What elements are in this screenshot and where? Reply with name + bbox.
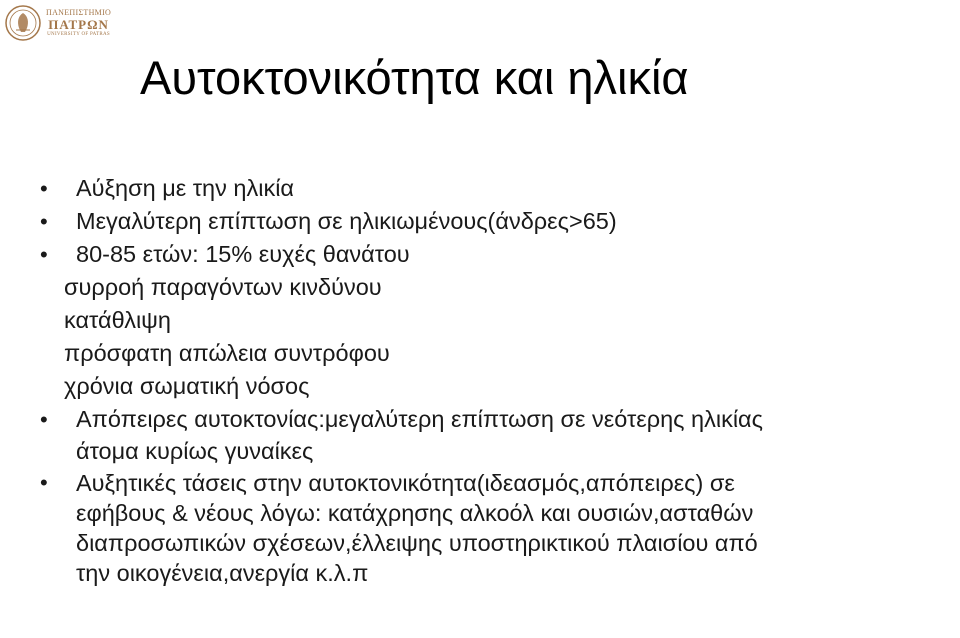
bullet-continuation: την οικογένεια,ανεργία κ.λ.π — [76, 560, 369, 586]
sub-item: χρόνια σωματική νόσος — [64, 373, 310, 399]
slide-body — [40, 172, 955, 588]
bullet-continuation: εφήβους & νέους λόγω: κατάχρησης αλκοόλ και ουσιών,ασταθών — [76, 500, 754, 526]
university-seal-icon — [4, 4, 42, 42]
bullet-continuation: άτομα κυρίως γυναίκες — [76, 438, 314, 464]
logo-line-2: ΠΑΤΡΩΝ — [48, 17, 109, 32]
slide-title: Αυτοκτονικότητα και ηλικία — [140, 51, 689, 104]
bullet-item: • Μεγαλύτερη επίπτωση σε ηλικιωμένους(άνδρες>65) — [40, 205, 955, 238]
sub-item: συρροή παραγόντων κινδύνου — [64, 274, 382, 300]
logo-line-3: UNIVERSITY OF PATRAS — [47, 32, 110, 37]
bullet-continuation: διαπροσωπικών σχέσεων,έλλειψης υποστηρικτικού πλαισίου από — [76, 530, 758, 556]
bullet-item: • 80-85 ετών: 15% ευχές θανάτου — [40, 238, 955, 271]
bullet-item: • Αυξητικές τάσεις στην αυτοκτονικότητα(ιδεασμός,απόπειρες) σε — [40, 468, 955, 498]
logo-line-1: ΠΑΝΕΠΙΣΤΗΜΙΟ — [46, 8, 112, 17]
sub-item: κατάθλιψη — [64, 307, 172, 333]
sub-item: πρόσφατη απώλεια συντρόφου — [64, 340, 390, 366]
university-logo — [4, 4, 111, 42]
bullet-item: • Απόπειρες αυτοκτονίας:μεγαλύτερη επίπτωση σε νεότερης ηλικίας — [40, 403, 955, 436]
logo-wordmark — [46, 9, 111, 37]
bullet-item: • Αύξηση με την ηλικία — [40, 172, 955, 205]
